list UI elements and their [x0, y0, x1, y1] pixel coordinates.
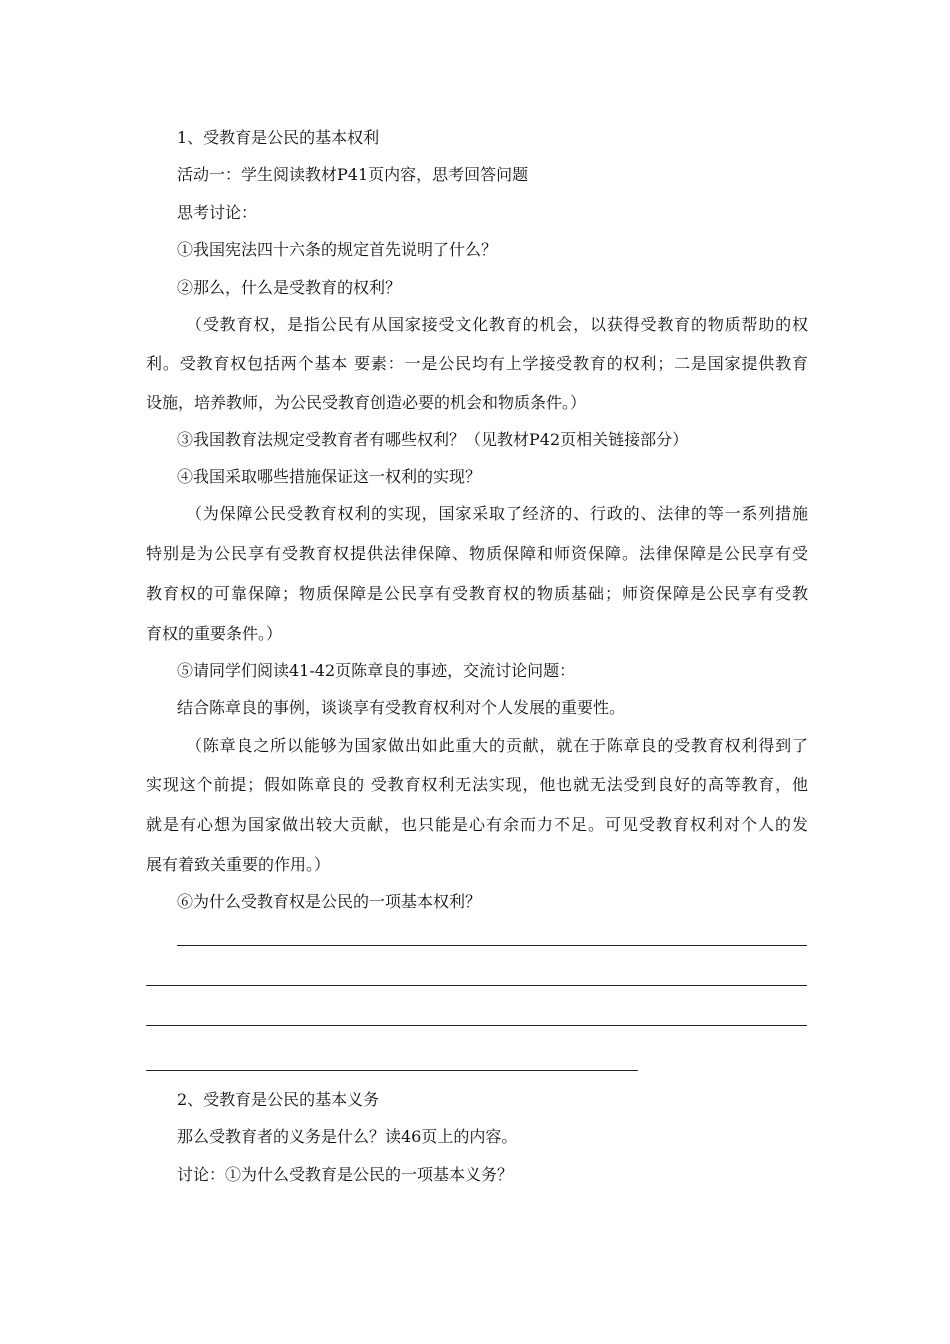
question-3: ③我国教育法规定受教育者有哪些权利？（见教材P42页相关链接部分） [177, 430, 689, 449]
question-6: ⑥为什么受教育权是公民的一项基本权利？ [177, 892, 482, 911]
answer-5-line-3: 就是有心想为国家做出较大贡献，也只能是心有余而力不足。可见受教育权利对个人的发 [146, 815, 808, 834]
answer-blank-line-2[interactable] [146, 985, 807, 986]
answer-5-line-2: 实现这个前提；假如陈章良的 受教育权利无法实现，他也就无法受到良好的高等教育，他 [146, 775, 808, 794]
question-4: ④我国采取哪些措施保证这一权利的实现？ [177, 467, 482, 486]
discussion-label: 思考讨论： [177, 203, 258, 222]
answer-4-line-3: 教育权的可靠保障；物质保障是公民享有受教育权的物质基础；师资保障是公民享有受教 [146, 584, 808, 603]
answer-blank-line-1[interactable] [177, 945, 807, 946]
answer-4-line-2: 特别是为公民享有受教育权提供法律保障、物质保障和师资保障。法律保障是公民享有受 [146, 544, 808, 563]
section2-discussion: 讨论：①为什么受教育是公民的一项基本义务？ [177, 1165, 514, 1184]
question-5: ⑤请同学们阅读41-42页陈章良的事迹，交流讨论问题： [177, 661, 576, 680]
answer-5-line-1: （陈章良之所以能够为国家做出如此重大的贡献，就在于陈章良的受教育权利得到了 [186, 736, 808, 755]
section2-heading: 2、受教育是公民的基本义务 [177, 1090, 380, 1109]
question-5-prompt: 结合陈章良的事例，谈谈享有受教育权利对个人发展的重要性。 [177, 698, 626, 717]
answer-2-line-2: 利。受教育权包括两个基本 要素：一是公民均有上学接受教育的权利；二是国家提供教育 [146, 354, 808, 373]
answer-4-line-1: （为保障公民受教育权利的实现，国家采取了经济的、行政的、法律的等一系列措施 [186, 504, 808, 523]
question-1: ①我国宪法四十六条的规定首先说明了什么？ [177, 240, 498, 259]
activity-instruction: 活动一：学生阅读教材P41页内容，思考回答问题 [177, 165, 529, 184]
answer-blank-line-4[interactable] [146, 1070, 638, 1071]
answer-4-line-4: 育权的重要条件。） [146, 624, 283, 643]
answer-5-line-4: 展有着致关重要的作用。） [146, 855, 331, 874]
section2-intro: 那么受教育者的义务是什么？读46页上的内容。 [177, 1127, 518, 1146]
section1-heading: 1、受教育是公民的基本权利 [177, 128, 380, 147]
answer-blank-line-3[interactable] [146, 1025, 807, 1026]
answer-2-line-3: 设施，培养教师，为公民受教育创造必要的机会和物质条件。） [146, 393, 587, 412]
question-2: ②那么，什么是受教育的权利？ [177, 278, 402, 297]
answer-2-line-1: （受教育权，是指公民有从国家接受文化教育的机会，以获得受教育的物质帮助的权 [186, 315, 808, 334]
